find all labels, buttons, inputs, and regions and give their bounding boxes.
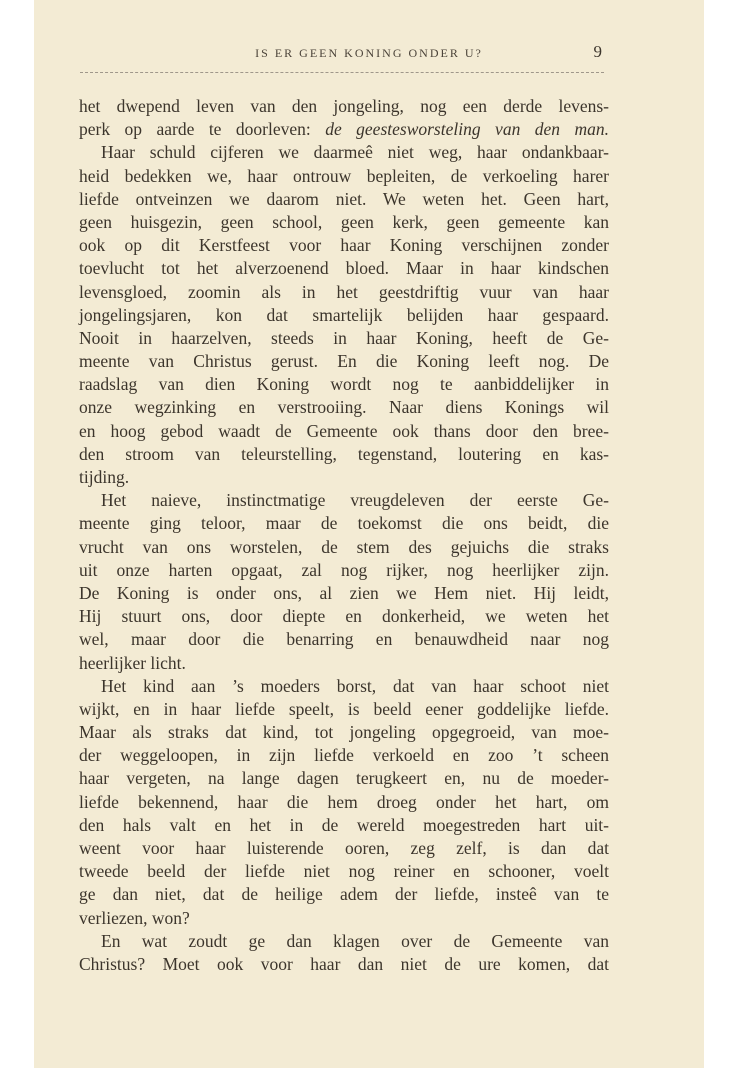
text-line: en hoog gebod waadt de Gemeente ook thans door den bree- — [79, 420, 609, 441]
text-line: uit onze harten opgaat, zal nog rijker, nog heerlijker zijn. — [79, 559, 609, 580]
text-line: jongelingsjaren, kon dat smartelijk belijden haar gespaard. — [79, 304, 609, 325]
header-rule — [80, 72, 604, 73]
italic-phrase: de geestesworsteling van den man. — [325, 119, 609, 140]
text-line: Het kind aan ’s moeders borst, dat van haar schoot niet — [101, 675, 609, 696]
text-line: haar vergeten, na lange dagen terugkeert en, nu de moeder- — [79, 768, 609, 789]
text-line: ge dan niet, dat de heilige adem der liefde, insteê van te — [79, 884, 609, 905]
text-line: De Koning is onder ons, al zien we Hem niet. Hij leidt, — [79, 582, 609, 603]
text-line: het dwepend leven van den jongeling, nog een derde levens- — [79, 96, 609, 116]
text-line: der weggeloopen, in zijn liefde verkoeld en zoo ’t scheen — [79, 745, 609, 766]
text-line: Nooit in haarzelven, steeds in haar Koning, heeft de Ge- — [79, 327, 609, 348]
text-line: Het naieve, instinctmatige vreugdeleven der eerste Ge- — [101, 490, 609, 511]
text-line: wijkt, en in haar liefde speelt, is beeld eener goddelijke liefde. — [79, 698, 609, 719]
text-line: geen huisgezin, geen school, geen kerk, geen gemeente kan — [79, 211, 609, 232]
page-number: 9 — [593, 42, 602, 61]
text-line: den hals valt en het in de wereld moegestreden hart uit- — [79, 814, 609, 835]
text-line: wel, maar door die benarring en benauwdheid naar nog — [79, 629, 609, 650]
text-line: liefde ontveinzen we daarom niet. We weten het. Geen hart, — [79, 188, 609, 209]
text-line: onze wegzinking en verstrooiing. Naar diens Konings wil — [79, 397, 609, 418]
text-line: tweede beeld der liefde niet nog reiner en schooner, voelt — [79, 861, 609, 882]
body-text — [79, 95, 609, 976]
text-fragment: perk op aarde te doorleven: — [79, 119, 326, 140]
text-line: verliezen, won? — [79, 907, 190, 928]
text-line: heid bedekken we, haar ontrouw bepleiten, de verkoeling harer — [79, 165, 609, 186]
page-header — [34, 42, 704, 70]
text-line: meente ging teloor, maar de toekomst die ons beidt, die — [79, 513, 609, 534]
text-line: weent voor haar luisterende ooren, zeg zelf, is dan dat — [79, 838, 609, 858]
text-line: toevlucht tot het alverzoenend bloed. Maar in haar kindschen — [79, 258, 609, 279]
text-line: Maar als straks dat kind, tot jongeling opgegroeid, van moe- — [79, 722, 609, 743]
text-line: ook op dit Kerstfeest voor haar Koning verschijnen zonder — [79, 235, 609, 256]
text-line: En wat zoudt ge dan klagen over de Gemeente van — [101, 930, 609, 951]
book-page — [34, 0, 704, 1068]
text-line: den stroom van teleurstelling, tegenstand, loutering en kas- — [79, 443, 609, 464]
text-line: Christus? Moet ook voor haar dan niet de ure komen, dat — [79, 953, 609, 974]
text-line: meente van Christus gerust. En die Koning leeft nog. De — [79, 351, 609, 372]
text-line: liefde bekennend, haar die hem droeg onder het hart, om — [79, 791, 609, 812]
text-line — [79, 118, 609, 141]
text-line: heerlijker licht. — [79, 652, 186, 673]
text-line: Haar schuld cijferen we daarmeê niet weg, haar ondankbaar- — [101, 142, 609, 163]
text-line: Hij stuurt ons, door diepte en donkerheid, we weten het — [79, 606, 609, 627]
text-line: vrucht van ons worstelen, de stem des gejuichs die straks — [79, 536, 609, 557]
text-line: levensgloed, zoomin als in het geestdriftig vuur van haar — [79, 281, 609, 302]
running-head: IS ER GEEN KONING ONDER U? — [255, 46, 483, 60]
text-line: tijding. — [79, 467, 130, 487]
text-line: raadslag van dien Koning wordt nog te aanbiddelijker in — [79, 374, 609, 395]
